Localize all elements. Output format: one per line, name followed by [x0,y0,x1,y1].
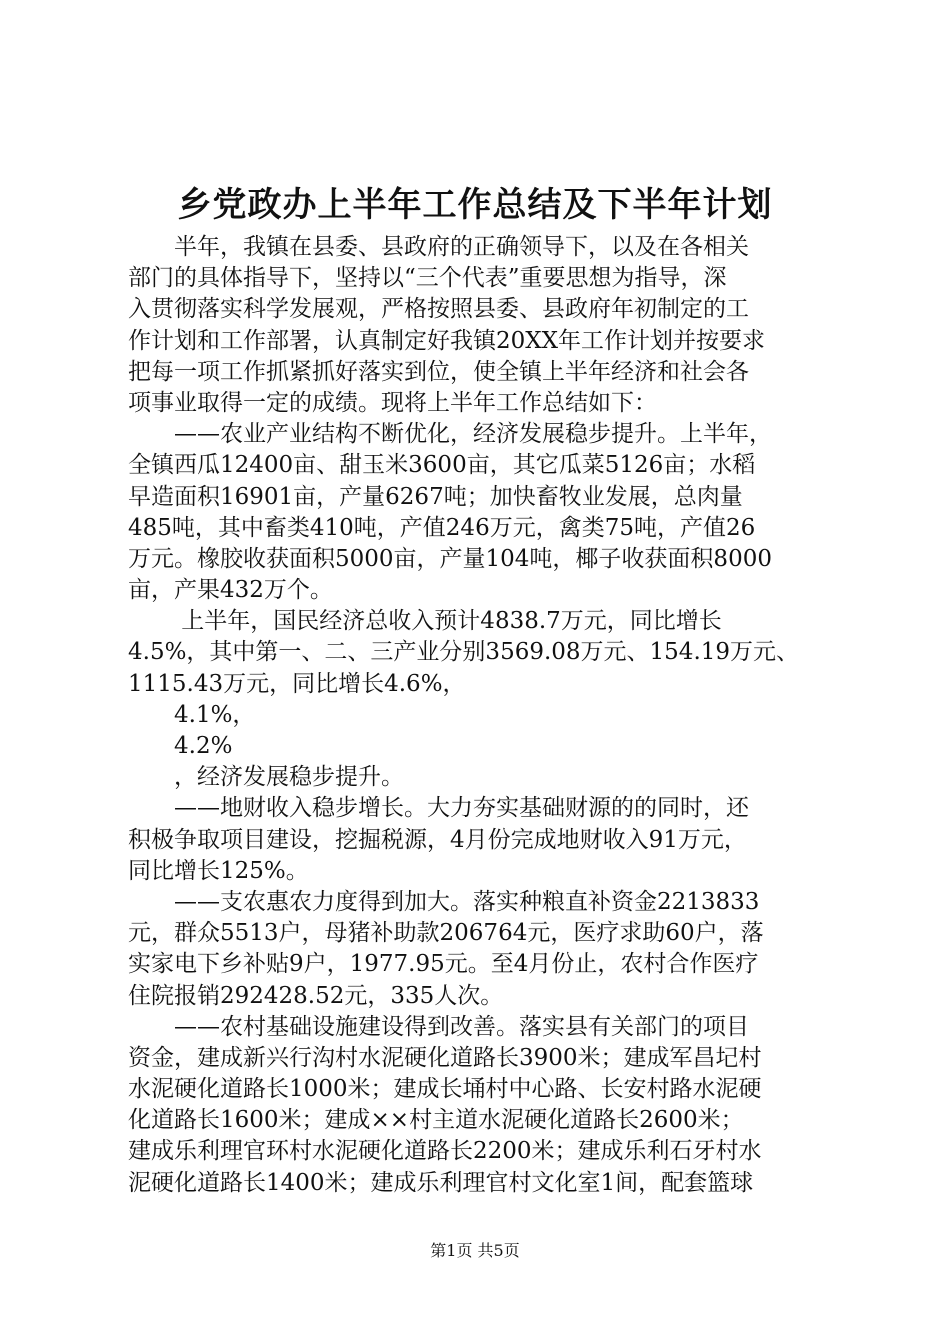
document-title: 乡党政办上半年工作总结及下半年计划 [177,185,773,225]
body-line: 早造面积16901亩，产量6267吨；加快畜牧业发展，总肉量 [128,483,743,510]
body-line: 建成乐利理官环村水泥硬化道路长2200米；建成乐利石牙村水 [128,1138,762,1165]
body-line: 元，群众5513户，母猪补助款206764元，医疗求助60户，落 [128,920,764,947]
body-line: 上半年，国民经济总收入预计4838.7万元，同比增长 [128,608,722,635]
body-line: 资金，建成新兴行沟村水泥硬化道路长3900米；建成军昌圮村 [128,1044,762,1071]
body-line: 泥硬化道路长1400米；建成乐利理官村文化室1间，配套篮球 [128,1169,754,1196]
body-line: ——农业产业结构不断优化，经济发展稳步提升。上半年， [128,421,772,448]
body-line: 化道路长1600米；建成××村主道水泥硬化道路长2600米； [128,1107,744,1134]
body-line: 全镇西瓜12400亩、甜玉米3600亩，其它瓜菜5126亩；水稻 [128,452,756,479]
body-line: 485吨，其中畜类410吨，产值246万元，禽类75吨，产值26 [128,514,756,541]
body-line: 实家电下乡补贴9户，1977.95元。至4月份止，农村合作医疗 [128,951,759,978]
page-indicator: 第1页 共5页 [430,1241,520,1260]
body-line: 作计划和工作部署，认真制定好我镇20XX年工作计划并按要求 [128,327,766,354]
body-line: 4.5%，其中第一、二、三产业分别3569.08万元、154.19万元、 [128,639,800,666]
body-line: 项事业取得一定的成绩。现将上半年工作总结如下： [128,389,657,416]
body-line: ——农村基础设施建设得到改善。落实县有关部门的项目 [128,1013,749,1040]
body-line: 4.2% [128,733,233,759]
body-line: ——地财收入稳步增长。大力夯实基础财源的的同时，还 [128,795,749,822]
body-line: ，经济发展稳步提升。 [128,764,404,791]
body-line: 半年，我镇在县委、县政府的正确领导下，以及在各相关 [128,234,749,260]
body-line: 入贯彻落实科学发展观，严格按照县委、县政府年初制定的工 [128,296,749,323]
body-line: 万元。橡胶收获面积5000亩，产量104吨，椰子收获面积8000 [128,545,772,572]
body-line: ——支农惠农力度得到加大。落实种粮直补资金2213833 [128,888,760,915]
body-line: 住院报销292428.52元，335人次。 [128,982,504,1009]
body-line: 水泥硬化道路长1000米；建成长埇村中心路、长安村路水泥硬 [128,1076,762,1103]
document-body [128,232,828,1199]
body-line: 部门的具体指导下，坚持以“三个代表”重要思想为指导，深 [128,265,727,292]
body-line: 4.1%， [128,701,256,728]
body-line: 同比增长125%。 [128,857,309,884]
body-line: 1115.43万元，同比增长4.6%， [128,670,466,697]
body-line: 亩，产果432万个。 [128,577,333,604]
body-line: 积极争取项目建设，挖掘税源，4月份完成地财收入91万元， [128,826,747,853]
body-line: 把每一项工作抓紧抓好落实到位，使全镇上半年经济和社会各 [128,358,749,385]
